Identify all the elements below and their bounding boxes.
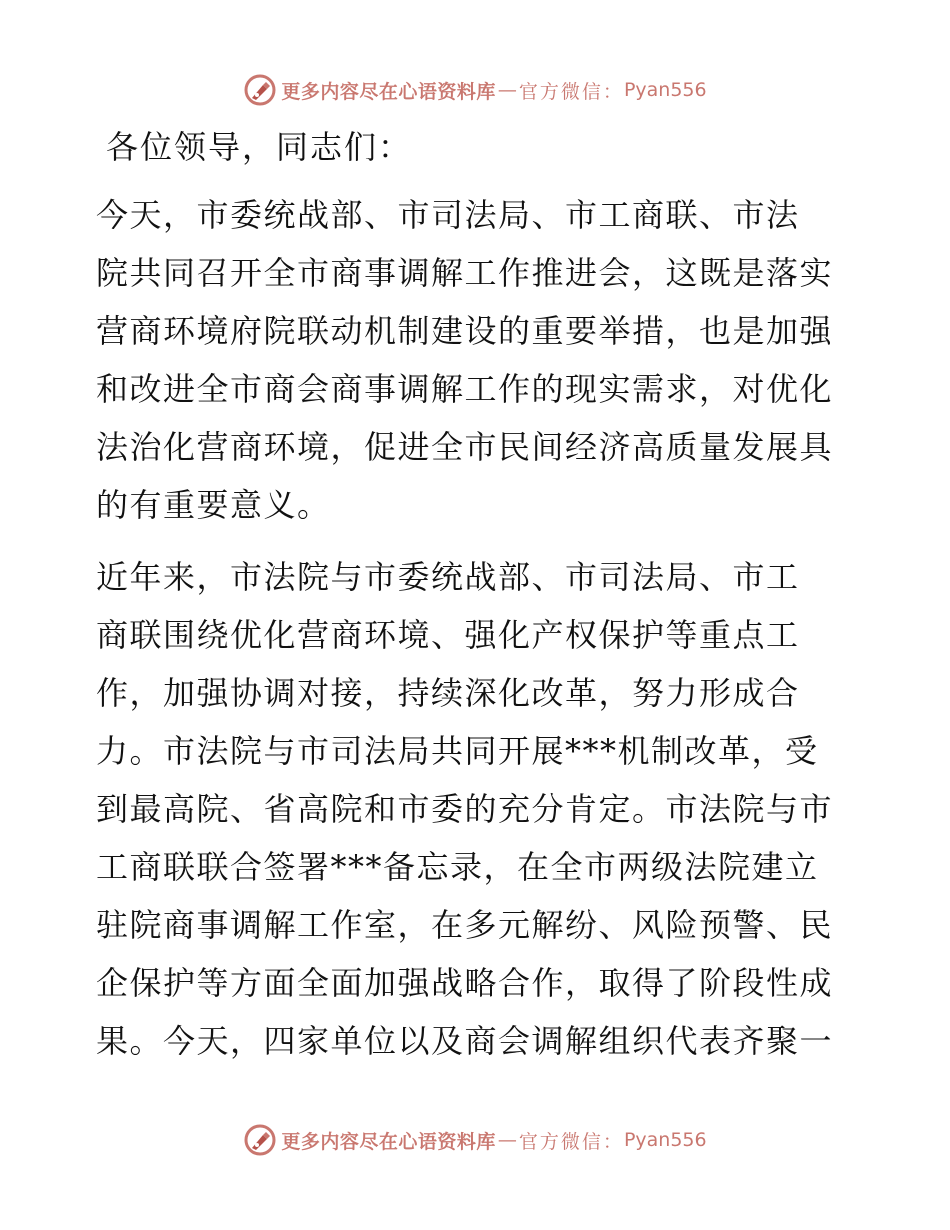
watermark-brand-text: 更多内容尽在心语资料库 xyxy=(281,80,496,103)
pen-nib-logo-icon xyxy=(243,1123,277,1157)
paragraph-line: 力。市法院与市司法局共同开展***机制改革，受 xyxy=(96,732,819,770)
paragraph-line: 营商环境府院联动机制建设的重要举措，也是加强 xyxy=(96,312,834,350)
paragraph-line: 院共同召开全市商事调解工作推进会，这既是落实 xyxy=(96,254,834,292)
greeting-line: 各位领导，同志们： xyxy=(106,128,413,166)
watermark-footer xyxy=(0,1120,950,1160)
paragraph-line: 工商联联合签署***备忘录，在全市两级法院建立 xyxy=(96,848,819,886)
paragraph-1 xyxy=(96,186,856,534)
paragraph-line: 商联围绕优化营商环境、强化产权保护等重点工 xyxy=(96,616,800,654)
paragraph-line: 企保护等方面全面加强战略合作，取得了阶段性成 xyxy=(96,964,834,1002)
watermark-separator: — xyxy=(497,1129,517,1151)
pen-nib-logo-icon xyxy=(243,73,277,107)
paragraph-line: 近年来，市法院与市委统战部、市司法局、市工 xyxy=(96,558,800,596)
paragraph-line: 果。今天，四家单位以及商会调解组织代表齐聚一 xyxy=(96,1022,834,1060)
watermark-brand-text: 更多内容尽在心语资料库 xyxy=(281,1130,496,1153)
paragraph-line: 到最高院、省高院和市委的充分肯定。市法院与市 xyxy=(96,790,834,828)
paragraph-line: 法治化营商环境，促进全市民间经济高质量发展具 xyxy=(96,428,834,466)
watermark-account-id: Pyan556 xyxy=(623,79,707,101)
paragraph-line: 的有重要意义。 xyxy=(96,486,331,524)
paragraph-line: 今天，市委统战部、市司法局、市工商联、市法 xyxy=(96,196,800,234)
watermark-label: 官方微信： xyxy=(518,1130,624,1153)
paragraph-line: 驻院商事调解工作室，在多元解纷、风险预警、民 xyxy=(96,906,834,944)
watermark-header xyxy=(0,70,950,110)
watermark-separator: — xyxy=(497,79,517,101)
watermark-account-id: Pyan556 xyxy=(623,1129,707,1151)
watermark-label: 官方微信： xyxy=(518,80,624,103)
document-body xyxy=(96,118,856,1084)
paragraph-2 xyxy=(96,548,856,1070)
paragraph-line: 和改进全市商会商事调解工作的现实需求，对优化 xyxy=(96,370,834,408)
paragraph-line: 作，加强协调对接，持续深化改革，努力形成合 xyxy=(96,674,800,712)
